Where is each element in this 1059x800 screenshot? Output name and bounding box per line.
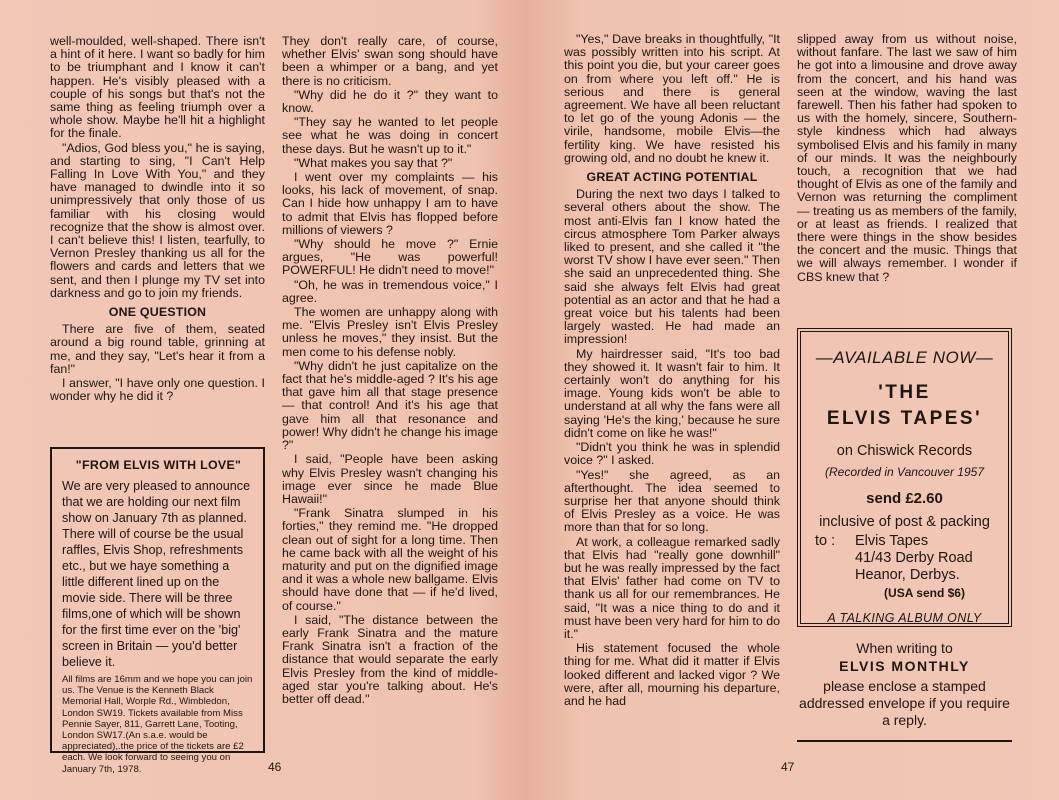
notice-details: All films are 16mm and we hope you can join us. The Venue is the Kenneth Black Memorial Hall, Worple Rd., Wimbledon, London SW19. Tickets available from Miss Pennie Sayer, 811, Garrett Lane, Tooting, London SW17.(An s.a.e. would be appreciated),.the price of the tickets are £2 each. We look forward to seeing you on January 7th, 1978. — [62, 674, 253, 775]
film-show-notice-box — [50, 447, 265, 775]
paragraph: "What makes you say that ?" — [294, 155, 453, 170]
elvis-tapes-advert — [797, 328, 1012, 627]
column-3 — [564, 33, 780, 709]
paragraph: "Frank Sinatra slumped in his forties," they remind me. "He dropped clean out of sight for a long time. Then he came back with all the weight of his maturity and put on the dignified image and it was a whole new ballgame. Elvis should have done that — if he'd lived, of course." — [282, 506, 498, 613]
left-page — [0, 0, 528, 800]
ad-address-line: Elvis Tapes — [855, 533, 929, 549]
paragraph: His statement focused the whole thing for me. What did it matter if Elvis looked different and lacked vigor ? We were, after all, mourning his departure, and he had — [564, 641, 780, 708]
paragraph: During the next two days I talked to several others about the show. The most anti-Elvis fan I know hated the circus atmosphere Tom Parker always liked to present, and she called it "the worst TV show I have ever seen." Then she said an unprecedented thing. She said she always felt Elvis had great potential as an actor and that he had a great voice but his talents had been largely wasted. He had made an impression! — [564, 187, 780, 347]
ad-inclusive: inclusive of post & packing — [819, 514, 990, 530]
page-number-right: 47 — [781, 760, 795, 774]
ad-address — [815, 533, 1008, 584]
section-heading: GREAT ACTING POTENTIAL — [586, 170, 758, 185]
ad-recorded: (Recorded in Vancouver 1957 — [825, 465, 984, 479]
paragraph: "Why didn't he just capitalize on the fact that he's middle-aged ? It's his age that gave him all that stage presence — that control! And it's his age that gave him all that resonance and power! Why didn't he change his image ?" — [282, 358, 498, 453]
ad-talking-album: A TALKING ALBUM ONLY — [827, 611, 982, 625]
writing-note — [797, 640, 1012, 742]
paragraph: My hairdresser said, "It's too bad they showed it. It wasn't fair to him. It certainly won't do anything for his image. Young kids won't be able to understand at all why the fans were all saying 'He's the king,' because he sure didn't come on like he was!" — [564, 346, 780, 440]
ad-address-lines — [855, 533, 973, 584]
notice-heading: "FROM ELVIS WITH LOVE" — [75, 458, 242, 472]
note-line-2: ELVIS MONTHLY — [839, 658, 970, 674]
paragraph: At work, a colleague remarked sadly that Elvis had "really gone downhill" but he was really impressed by the fact that Elvis' father had come on TV to thank us all for our remembrances. He said, "It was a nice thing to do and it must have been very hard for him to do it." — [564, 534, 780, 641]
paragraph: slipped away from us without noise, without fanfare. The last we saw of him he got into a limousine and drove away from the concert, and his hand was seen at the window, waving the last farewell. Then his father had spoken to us with the homely, sincere, Southern-style kindness which had always symbolised Elvis and his family in many of our minds. It was the neighbourly touch, a recognition that we had thought of Elvis as one of the family and Vernon was returning the compliment — treating us as members of the family, or at least as friends. I realized that there were things in the show besides the concert and the music. Things that we will always remember. I wonder if CBS knew that ? — [797, 32, 1017, 284]
ad-address-line: 41/43 Derby Road — [855, 550, 973, 566]
paragraph: "Adios, God bless you," he is saying, and starting to sing, "I Can't Help Falling In Love With You," and they have managed to dwindle into it so unimpressively that only those of us familiar with his closing would recognize that the show is almost over. I can't believe this! I listen, tearfully, to Vernon Presley thanking us all for the flowers and cards and letters that we sent, and then I plunge my TV set into darkness and go to join my friends. — [50, 140, 265, 300]
column-4 — [797, 33, 1017, 285]
note-line-3: please enclose a stamped addressed envelope if you require a reply. — [799, 678, 1010, 728]
column-1 — [50, 35, 265, 404]
paragraph: "Why did he do it ?" they want to know. — [282, 87, 498, 116]
paragraph: well-moulded, well-shaped. There isn't a hint of it here. I want so badly for him to be triumphant and I know it can't happen. He's visibly pleased with a couple of his songs but that's not the same thing as feeling triumph over a whole show. Maybe he'll hit a highlight for the finale. — [50, 34, 265, 141]
ad-title-line-2: ELVIS TAPES' — [826, 408, 983, 429]
paragraph: They don't really care, of course, whether Elvis' swan song should have been a whimper or a bang, and yet there is no criticism. — [282, 34, 498, 88]
paragraph: "Why should he move ?" Ernie argues, "He was powerful! POWERFUL! He didn't need to move!" — [282, 237, 498, 278]
ad-title-line-1: 'THE — [878, 382, 931, 403]
paragraph: "Yes," Dave breaks in thoughtfully, "It was possibly written into his script. At this point you die, but your career goes on from where you left off." He is serious and there is general agreement. We have all been reluctant to let go of the young Adonis — the virile, handsome, mobile Elvis—the fertility king. We have resisted his growing old, and no doubt he knew it. — [564, 32, 780, 165]
ad-label: on Chiswick Records — [836, 443, 973, 459]
column-2 — [282, 35, 498, 707]
paragraph: "They say he wanted to let people see what he was doing in concert these days. But he wasn't up to it." — [282, 115, 498, 156]
ad-usa-price: (USA send $6) — [884, 586, 965, 600]
paragraph: "Oh, he was in tremendous voice," I agree. — [282, 277, 498, 305]
paragraph: I said, "The distance between the early Frank Sinatra and the mature Frank Sinatra isn't a fraction of the distance that would separate the early Elvis Presley from the kind of middle-aged star you're talking about. He's better off dead." — [282, 612, 498, 706]
paragraph: I said, "People have been asking why Elvis Presley wasn't changing his image ever since he made Blue Hawaii!" — [282, 452, 498, 506]
paragraph: I answer, "I have only one question. I wonder why he did it ? — [50, 376, 265, 404]
page-number-left: 46 — [268, 760, 282, 774]
paragraph: The women are unhappy along with me. "Elvis Presley isn't Elvis Presley unless he moves," they insist. But the men come to his defense nobly. — [282, 305, 498, 359]
ad-price: send £2.60 — [866, 490, 943, 507]
paragraph: "Didn't you think he was in splendid voice ?" I asked. — [564, 440, 780, 468]
ad-available: —AVAILABLE NOW— — [815, 348, 994, 367]
note-line-1: When writing to — [856, 640, 953, 656]
section-heading: ONE QUESTION — [108, 305, 207, 320]
paragraph: There are five of them, seated around a big round table, grinning at me, and they say, "Let's hear it from a fan!" — [50, 322, 265, 376]
paragraph: "Yes!" she agreed, as an afterthought. The idea seemed to surprise her that anyone should think of Elvis Presley as a voice. He was more than that for so long. — [564, 467, 780, 535]
notice-body: We are very pleased to announce that we are holding our next film show on January 7th as planned. There will of course be the usual raffles, Elvis Shop, refreshments etc., but we haye something a little different lined up on the movie side. There will be three films,one of which will be shown for the first time ever on the 'big' screen in Britain — you'd better believe it. — [62, 479, 251, 669]
ad-to-label: to : — [815, 533, 836, 549]
paragraph: I went over my complaints — his looks, his lack of movement, of snap. Can I hide how unhappy I am to have to admit that Elvis has flopped before millions of viewers ? — [282, 170, 498, 237]
ad-address-line: Heanor, Derbys. — [855, 567, 960, 583]
